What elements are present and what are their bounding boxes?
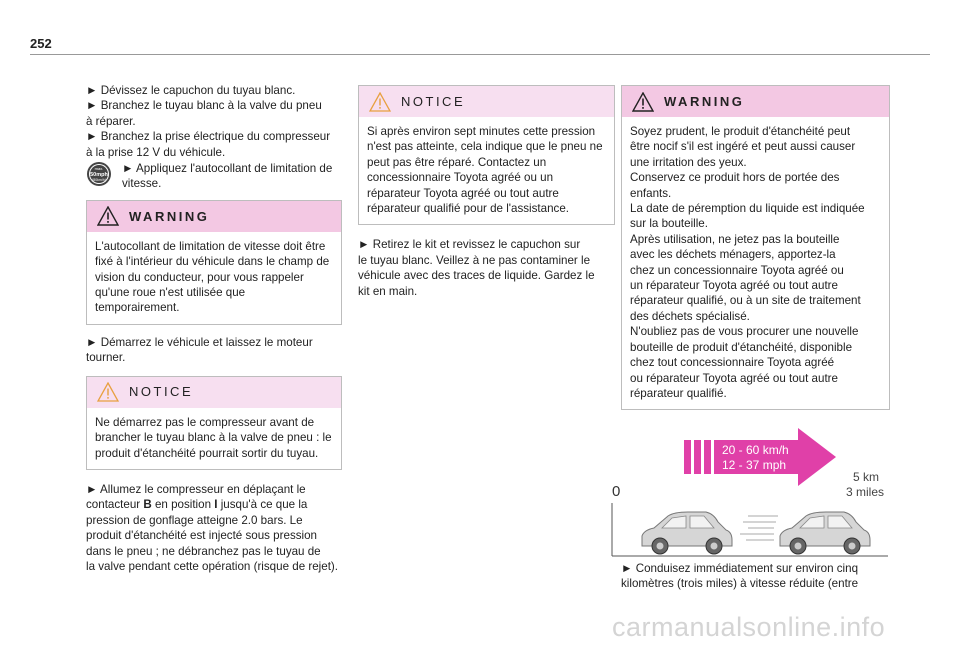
instruction-line: à réparer. xyxy=(86,114,136,128)
instruction-line xyxy=(86,497,346,512)
warning-line: avec les déchets ménagers, apportez-la xyxy=(630,248,836,262)
notice-body xyxy=(87,408,341,469)
header-rule xyxy=(30,54,930,55)
warning-line: chez un concessionnaire Toyota agréé ou xyxy=(630,263,844,277)
notice-triangle-icon xyxy=(97,382,119,402)
car-icon xyxy=(780,512,870,554)
warning-triangle-icon xyxy=(632,92,654,112)
instruction-line: la valve pendant cette opération (risque de rejet). xyxy=(86,559,338,573)
switch-label: B xyxy=(143,498,152,512)
instruction-line: à la prise 12 V du véhicule. xyxy=(86,145,226,159)
notice-line: produit d'étanchéité pourrait sortir du tuyau. xyxy=(95,446,319,460)
instruction-line: produit d'étanchéité est injecté sous pression xyxy=(86,529,318,543)
start-distance-label: 0 xyxy=(612,483,621,500)
notice-line: concessionnaire Toyota agréé ou un xyxy=(367,171,554,185)
instruction-line: le tuyau blanc. Veillez à ne pas contaminer le xyxy=(358,253,591,267)
warning-line: une irritation des yeux. xyxy=(630,155,747,169)
warning-title: WARNING xyxy=(129,208,210,224)
svg-text:max.: max. xyxy=(94,166,104,172)
warning-line: Soyez prudent, le produit d'étanchéité peut xyxy=(630,125,851,138)
instruction-line: ► Retirez le kit et revissez le capuchon sur xyxy=(358,238,581,252)
instruction-line: ► Appliquez l'autocollant de limitation de xyxy=(122,162,333,176)
column-3 xyxy=(621,85,891,410)
warning-line: Conservez ce produit hors de portée des xyxy=(630,171,840,185)
drive-instruction xyxy=(621,561,901,592)
notice-header xyxy=(87,377,341,408)
warning-triangle-icon xyxy=(97,206,119,226)
speed-sticker-instruction xyxy=(86,161,346,192)
page-number: 252 xyxy=(30,36,52,51)
notice-line: réparateur Toyota agréé ou tout autre xyxy=(367,186,559,200)
warning-line: Après utilisation, ne jetez pas la bouteille xyxy=(630,232,840,246)
instruction-line: dans le pneu ; ne débranchez pas le tuyau de xyxy=(86,544,321,558)
warning-line: un réparateur Toyota agréé ou tout autre xyxy=(630,279,838,293)
warning-box xyxy=(621,85,890,410)
notice-title: NOTICE xyxy=(401,93,466,109)
warning-line: temporairement. xyxy=(95,301,180,315)
speed-limit-sticker-icon xyxy=(86,161,118,187)
warning-line: des déchets spécialisé. xyxy=(630,309,750,323)
warning-box xyxy=(86,200,342,325)
reduced-speed-diagram xyxy=(608,420,898,558)
warning-line: sur la bouteille. xyxy=(630,217,708,231)
instruction-line: véhicule avec des traces de liquide. Gardez le xyxy=(358,269,595,283)
watermark: carmanualsonline.info xyxy=(612,612,886,642)
distance-km-label: 5 km xyxy=(853,470,880,484)
warning-line: réparateur qualifié. xyxy=(630,386,727,400)
notice-header xyxy=(359,86,614,117)
notice-box xyxy=(358,85,615,225)
warning-line: être nocif s'il est ingéré et peut aussi causer xyxy=(630,140,856,154)
speed-mph-label: 12 - 37 mph xyxy=(722,458,787,472)
car-icon xyxy=(642,512,732,554)
distance-miles-label: 3 miles xyxy=(846,485,885,499)
text-run: contacteur xyxy=(86,498,144,512)
instruction-line: ► Allumez le compresseur en déplaçant le xyxy=(86,482,306,496)
warning-line: La date de péremption du liquide est indiquée xyxy=(630,202,865,216)
warning-header xyxy=(622,86,889,117)
notice-title: NOTICE xyxy=(129,384,194,400)
position-label: I xyxy=(214,498,218,512)
notice-line: Ne démarrez pas le compresseur avant de xyxy=(95,415,315,429)
notice-line: brancher le tuyau blanc à la valve de pneu : le xyxy=(95,431,332,445)
warning-line: ou réparateur Toyota agréé ou tout autre xyxy=(630,371,838,385)
text-run: en position xyxy=(151,498,215,512)
warning-header xyxy=(87,201,341,232)
instruction-line: ► Dévissez le capuchon du tuyau blanc. xyxy=(86,84,296,97)
warning-line: réparateur qualifié, ou à un site de traitement xyxy=(630,294,861,308)
speed-arrow xyxy=(684,428,836,486)
instruction-line: pression de gonflage atteigne 2.0 bars. Le xyxy=(86,513,303,527)
notice-line: n'est pas atteinte, cela indique que le pneu ne xyxy=(367,140,603,154)
svg-text:50mph: 50mph xyxy=(90,172,108,179)
instruction-line: kilomètres (trois miles) à vitesse réduite (entre xyxy=(621,577,859,591)
instruction-line: ► Branchez la prise électrique du compresseur xyxy=(86,130,331,144)
column-1 xyxy=(86,83,346,574)
warning-body xyxy=(622,117,889,409)
notice-body xyxy=(359,117,614,224)
instruction-line: ► Branchez le tuyau blanc à la valve du pneu xyxy=(86,99,322,113)
instruction-line: tourner. xyxy=(86,351,126,365)
notice-line: peut pas être réparé. Contactez un xyxy=(367,155,547,169)
instruction-line: vitesse. xyxy=(122,177,162,191)
notice-line: réparateur qualifié pour de l'assistance. xyxy=(367,202,570,216)
warning-line: N'oubliez pas de vous procurer une nouvelle xyxy=(630,325,859,339)
warning-line: enfants. xyxy=(630,186,672,200)
notice-line: Si après environ sept minutes cette pression xyxy=(367,125,596,138)
motion-lines xyxy=(740,516,778,540)
notice-box xyxy=(86,376,342,470)
notice-triangle-icon xyxy=(369,92,391,112)
column-2 xyxy=(358,85,618,299)
warning-body xyxy=(87,232,341,324)
compressor-instruction xyxy=(86,482,346,574)
warning-line: fixé à l'intérieur du véhicule dans le champ de xyxy=(95,255,330,269)
instruction-line: ► Conduisez immédiatement sur environ cinq xyxy=(621,562,859,575)
speed-kmh-label: 20 - 60 km/h xyxy=(722,443,789,457)
warning-line: L'autocollant de limitation de vitesse doit être xyxy=(95,239,326,253)
warning-line: vision du conducteur, pour vous rappeler xyxy=(95,270,304,284)
text-run: jusqu'à ce que la xyxy=(217,498,308,512)
svg-text:(80km/h): (80km/h) xyxy=(92,178,106,183)
warning-line: qu'une roue n'est utilisée que xyxy=(95,286,246,300)
warning-line: bouteille de produit d'étanchéité, disponible xyxy=(630,340,853,354)
warning-title: WARNING xyxy=(664,93,745,109)
warning-line: chez tout concessionnaire Toyota agréé xyxy=(630,356,835,370)
instruction-line: ► Démarrez le véhicule et laissez le moteur xyxy=(86,335,313,349)
instruction-line: kit en main. xyxy=(358,284,418,298)
